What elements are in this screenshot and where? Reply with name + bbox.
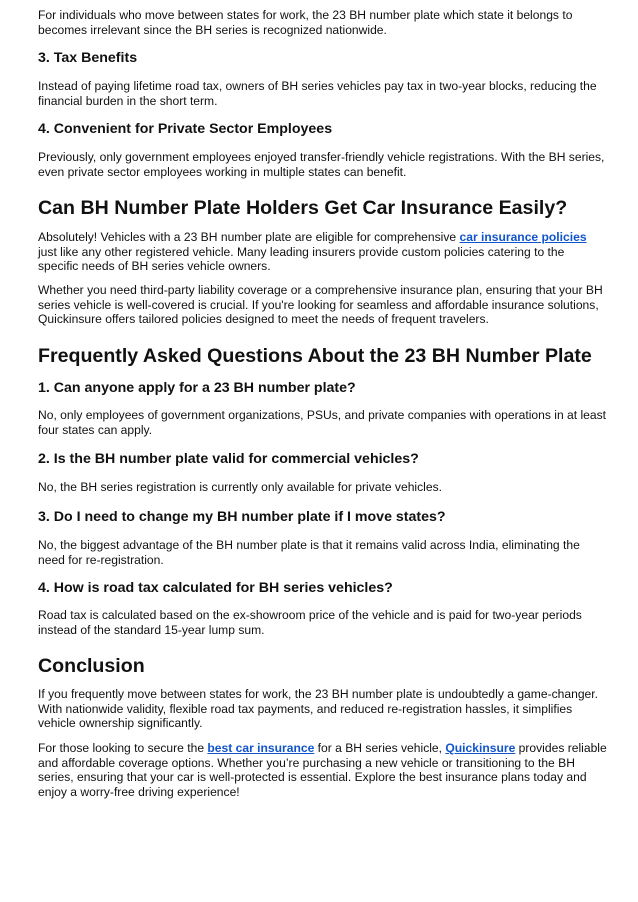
faq-answer-4: Road tax is calculated based on the ex-showroom price of the vehicle and is paid for two-year periods instead of the standard 15-year lump sum. (38, 608, 582, 637)
insurance-section-heading: Can BH Number Plate Holders Get Car Insurance Easily? (38, 197, 568, 219)
faq-answer-3: No, the biggest advantage of the BH number plate is that it remains valid across India, eliminating the need for re-registration. (38, 538, 580, 567)
car-insurance-policies-link[interactable]: car insurance policies (459, 230, 587, 244)
private-sector-heading: 4. Convenient for Private Sector Employees (38, 121, 333, 137)
faq-answer-1: No, only employees of government organizations, PSUs, and private companies with operations in at least four states can apply. (38, 408, 607, 437)
conclusion-p2-text-mid: for a BH series vehicle, (314, 741, 446, 755)
faq-question-2: 2. Is the BH number plate valid for commercial vehicles? (38, 451, 419, 467)
faq-answer-2: No, the BH series registration is currently only available for private vehicles. (38, 480, 442, 494)
conclusion-heading: Conclusion (38, 655, 145, 677)
conclusion-paragraph-1: If you frequently move between states for work, the 23 BH number plate is undoubtedly a game-changer. With nationwide validity, flexible road tax payments, and reduced re-registration hassles, it simplifies vehicle ownership significantly. (38, 687, 598, 731)
private-sector-paragraph: Previously, only government employees enjoyed transfer-friendly vehicle registrations. With the BH series, even private sector employees working in multiple states can benefit. (38, 150, 605, 179)
quickinsure-link[interactable]: Quickinsure (445, 741, 516, 755)
faq-heading: Frequently Asked Questions About the 23 BH Number Plate (38, 345, 592, 367)
faq-question-4: 4. How is road tax calculated for BH series vehicles? (38, 580, 393, 596)
tax-benefits-paragraph: Instead of paying lifetime road tax, owners of BH series vehicles pay tax in two-year blocks, reducing the financial burden in the short term. (38, 79, 597, 108)
faq-question-3: 3. Do I need to change my BH number plate if I move states? (38, 509, 446, 525)
insurance-p1-text-after: just like any other registered vehicle. Many leading insurers provide custom policies catering to the specific needs of BH series vehicle owners. (38, 244, 565, 274)
conclusion-p2-text-before: For those looking to secure the (38, 741, 208, 755)
best-car-insurance-link[interactable]: best car insurance (207, 741, 315, 755)
intro-paragraph: For individuals who move between states for work, the 23 BH number plate which state it belongs to becomes irrelevant since the BH series is recognized nationwide. (38, 8, 573, 37)
conclusion-p2-text-after: provides reliable and affordable coverage options. Whether you’re purchasing a new vehicle or transitioning to the BH series, ensuring that your car is well-protected is essential. Explore the best insurance plans today and enjoy a worry-free driving experience! (38, 741, 607, 799)
faq-question-1: 1. Can anyone apply for a 23 BH number plate? (38, 380, 356, 396)
tax-benefits-heading: 3. Tax Benefits (38, 50, 138, 66)
conclusion-paragraph-2 (38, 741, 608, 799)
insurance-p1-text-before: Absolutely! Vehicles with a 23 BH number plate are eligible for comprehensive (38, 230, 460, 244)
insurance-paragraph-2: Whether you need third-party liability coverage or a comprehensive insurance plan, ensuring that your BH series vehicle is well-covered is crucial. If you're looking for seamless and affordable insurance solutions, Quickinsure offers tailored policies designed to meet the needs of frequent travelers. (38, 283, 603, 327)
insurance-paragraph-1 (38, 230, 608, 274)
